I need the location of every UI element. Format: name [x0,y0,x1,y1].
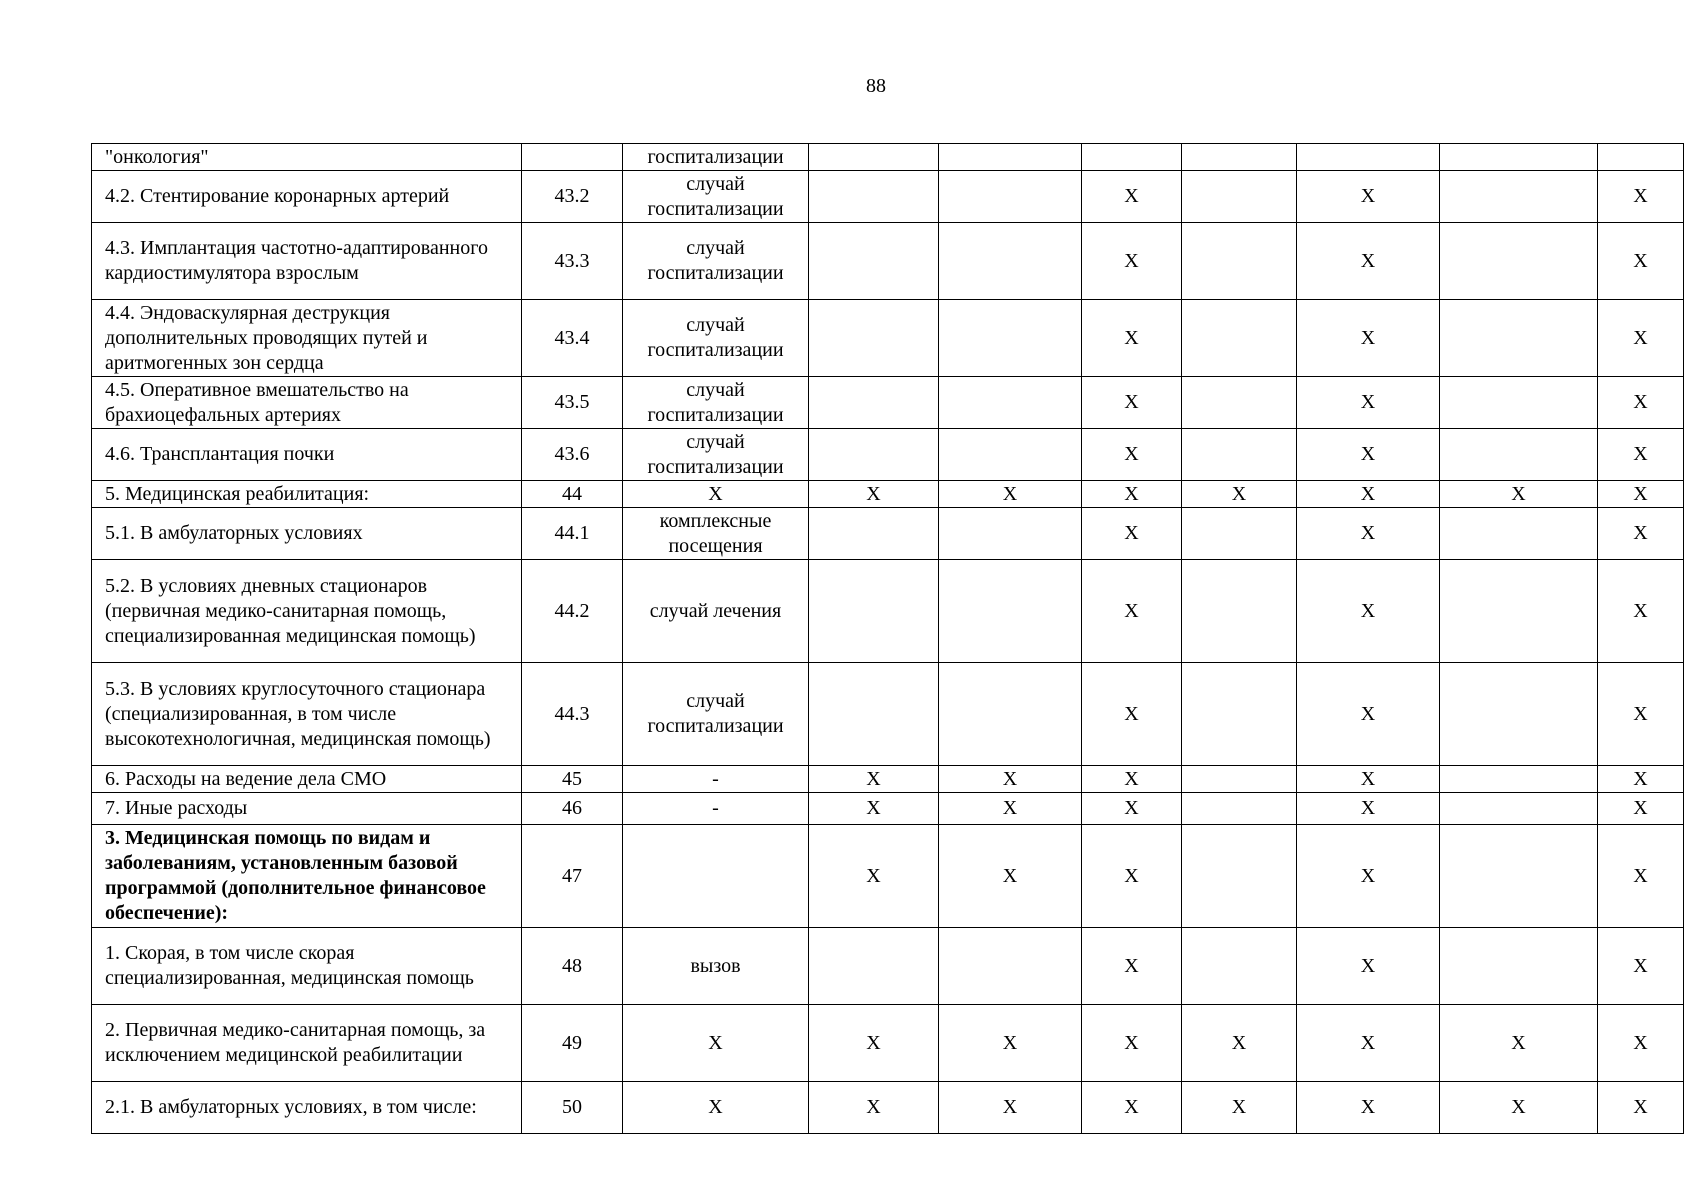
value-cell-col-1: X [809,793,939,825]
row-unit-cell: случай госпитализации [623,171,809,223]
value-cell-col-4 [1182,928,1297,1005]
value-cell-col-6 [1440,377,1598,429]
value-cell-col-6: X [1440,1082,1598,1134]
value-cell-col-6: X [1440,1005,1598,1082]
row-name-cell: 4.4. Эндоваскулярная деструкция дополнительных проводящих путей и аритмогенных зон сердца [92,300,522,377]
value-cell-col-6 [1440,825,1598,928]
value-cell-col-5 [1297,144,1440,171]
value-cell-col-2: X [939,766,1082,793]
value-cell-col-5: X [1297,377,1440,429]
table-row [92,825,1684,928]
value-cell-col-3: X [1082,928,1182,1005]
row-name-cell: 5.1. В амбулаторных условиях [92,508,522,560]
value-cell-col-7: X [1598,793,1684,825]
value-cell-col-5: X [1297,300,1440,377]
value-cell-col-3: X [1082,1082,1182,1134]
value-cell-col-6 [1440,223,1598,300]
value-cell-col-1 [809,928,939,1005]
value-cell-col-7: X [1598,481,1684,508]
value-cell-col-7: X [1598,766,1684,793]
value-cell-col-6 [1440,663,1598,766]
row-unit-cell: вызов [623,928,809,1005]
value-cell-col-1: X [809,1005,939,1082]
value-cell-col-4 [1182,223,1297,300]
value-cell-col-4 [1182,144,1297,171]
value-cell-col-5: X [1297,1005,1440,1082]
value-cell-col-4 [1182,560,1297,663]
value-cell-col-5: X [1297,171,1440,223]
value-cell-col-5: X [1297,481,1440,508]
table-row [92,171,1684,223]
value-cell-col-6 [1440,171,1598,223]
value-cell-col-3: X [1082,223,1182,300]
value-cell-col-1 [809,300,939,377]
value-cell-col-3: X [1082,766,1182,793]
row-unit-cell: случай госпитализации [623,429,809,481]
value-cell-col-7: X [1598,171,1684,223]
table-body [92,144,1684,1134]
table-row [92,1005,1684,1082]
value-cell-col-4: X [1182,481,1297,508]
value-cell-col-2 [939,223,1082,300]
row-unit-cell: случай госпитализации [623,377,809,429]
value-cell-col-6 [1440,300,1598,377]
value-cell-col-7: X [1598,223,1684,300]
value-cell-col-1 [809,429,939,481]
value-cell-col-6 [1440,508,1598,560]
row-name-cell: 4.3. Имплантация частотно-адаптированного кардиостимулятора взрослым [92,223,522,300]
row-unit-cell: X [623,481,809,508]
value-cell-col-1 [809,171,939,223]
table-row [92,223,1684,300]
row-name-cell: 4.2. Стентирование коронарных артерий [92,171,522,223]
value-cell-col-4: X [1182,1082,1297,1134]
value-cell-col-7: X [1598,560,1684,663]
value-cell-col-2 [939,377,1082,429]
row-code-cell: 43.2 [522,171,623,223]
value-cell-col-7 [1598,144,1684,171]
value-cell-col-2: X [939,825,1082,928]
row-name-cell: 2.1. В амбулаторных условиях, в том числе: [92,1082,522,1134]
value-cell-col-5: X [1297,928,1440,1005]
row-code-cell: 47 [522,825,623,928]
value-cell-col-5: X [1297,793,1440,825]
table-row [92,663,1684,766]
row-unit-cell: случай лечения [623,560,809,663]
row-name-cell: 4.6. Трансплантация почки [92,429,522,481]
value-cell-col-5: X [1297,825,1440,928]
value-cell-col-2: X [939,1005,1082,1082]
value-cell-col-6 [1440,928,1598,1005]
row-name-cell: 5.3. В условиях круглосуточного стационара (специализированная, в том числе высокотехнологичная, медицинская помощь) [92,663,522,766]
row-code-cell: 43.6 [522,429,623,481]
value-cell-col-4 [1182,766,1297,793]
row-unit-cell: комплексные посещения [623,508,809,560]
table-row [92,560,1684,663]
table-row [92,377,1684,429]
row-unit-cell: случай госпитализации [623,663,809,766]
value-cell-col-7: X [1598,1082,1684,1134]
value-cell-col-3: X [1082,508,1182,560]
value-cell-col-5: X [1297,1082,1440,1134]
value-cell-col-4 [1182,793,1297,825]
row-code-cell: 46 [522,793,623,825]
table-row [92,766,1684,793]
value-cell-col-2 [939,508,1082,560]
row-name-cell: 5. Медицинская реабилитация: [92,481,522,508]
value-cell-col-2 [939,560,1082,663]
row-unit-cell: случай госпитализации [623,223,809,300]
table-row [92,1082,1684,1134]
value-cell-col-2 [939,171,1082,223]
row-code-cell: 49 [522,1005,623,1082]
row-name-cell: 1. Скорая, в том числе скорая специализированная, медицинская помощь [92,928,522,1005]
value-cell-col-4 [1182,171,1297,223]
value-cell-col-2 [939,928,1082,1005]
value-cell-col-4 [1182,300,1297,377]
value-cell-col-7: X [1598,663,1684,766]
row-unit-cell [623,825,809,928]
value-cell-col-7: X [1598,508,1684,560]
table-row [92,300,1684,377]
row-code-cell: 43.4 [522,300,623,377]
value-cell-col-3: X [1082,825,1182,928]
table-row [92,144,1684,171]
value-cell-col-2: X [939,793,1082,825]
value-cell-col-7: X [1598,377,1684,429]
value-cell-col-3: X [1082,300,1182,377]
value-cell-col-6 [1440,560,1598,663]
value-cell-col-6 [1440,429,1598,481]
value-cell-col-7: X [1598,1005,1684,1082]
value-cell-col-5: X [1297,429,1440,481]
value-cell-col-4 [1182,663,1297,766]
value-cell-col-3: X [1082,1005,1182,1082]
value-cell-col-2: X [939,1082,1082,1134]
program-cost-table [91,143,1684,1134]
row-name-cell: "онкология" [92,144,522,171]
value-cell-col-1: X [809,481,939,508]
table-row [92,481,1684,508]
value-cell-col-3: X [1082,429,1182,481]
value-cell-col-1: X [809,825,939,928]
value-cell-col-4 [1182,508,1297,560]
value-cell-col-4 [1182,825,1297,928]
value-cell-col-4 [1182,377,1297,429]
row-unit-cell: - [623,793,809,825]
value-cell-col-3: X [1082,793,1182,825]
row-code-cell: 44.2 [522,560,623,663]
value-cell-col-6 [1440,144,1598,171]
row-name-cell: 2. Первичная медико-санитарная помощь, за исключением медицинской реабилитации [92,1005,522,1082]
table-row [92,508,1684,560]
value-cell-col-1 [809,377,939,429]
value-cell-col-6 [1440,793,1598,825]
value-cell-col-2 [939,300,1082,377]
row-unit-cell: госпитализации [623,144,809,171]
page-number: 88 [866,75,886,97]
value-cell-col-3: X [1082,481,1182,508]
value-cell-col-1: X [809,1082,939,1134]
value-cell-col-1 [809,508,939,560]
value-cell-col-2 [939,144,1082,171]
value-cell-col-4 [1182,429,1297,481]
row-code-cell: 44.1 [522,508,623,560]
value-cell-col-3: X [1082,377,1182,429]
value-cell-col-2: X [939,481,1082,508]
value-cell-col-1 [809,144,939,171]
value-cell-col-1 [809,223,939,300]
row-name-cell: 4.5. Оперативное вмешательство на брахиоцефальных артериях [92,377,522,429]
value-cell-col-5: X [1297,223,1440,300]
row-name-cell: 6. Расходы на ведение дела СМО [92,766,522,793]
row-name-cell: 5.2. В условиях дневных стационаров (первичная медико-санитарная помощь, специализированная медицинская помощь) [92,560,522,663]
value-cell-col-1: X [809,766,939,793]
table-row [92,928,1684,1005]
value-cell-col-5: X [1297,766,1440,793]
value-cell-col-3: X [1082,560,1182,663]
table-row [92,793,1684,825]
value-cell-col-1 [809,663,939,766]
value-cell-col-6: X [1440,481,1598,508]
row-code-cell: 44 [522,481,623,508]
value-cell-col-1 [809,560,939,663]
row-code-cell: 50 [522,1082,623,1134]
row-unit-cell: X [623,1082,809,1134]
table-row [92,429,1684,481]
row-name-cell: 7. Иные расходы [92,793,522,825]
value-cell-col-5: X [1297,508,1440,560]
value-cell-col-4: X [1182,1005,1297,1082]
row-code-cell: 45 [522,766,623,793]
row-unit-cell: - [623,766,809,793]
row-code-cell [522,144,623,171]
value-cell-col-5: X [1297,560,1440,663]
row-name-cell: 3. Медицинская помощь по видам и заболеваниям, установленным базовой программой (дополнительное финансовое обеспечение): [92,825,522,928]
value-cell-col-7: X [1598,429,1684,481]
value-cell-col-2 [939,429,1082,481]
value-cell-col-3: X [1082,663,1182,766]
value-cell-col-7: X [1598,928,1684,1005]
row-code-cell: 43.5 [522,377,623,429]
value-cell-col-7: X [1598,825,1684,928]
value-cell-col-7: X [1598,300,1684,377]
value-cell-col-2 [939,663,1082,766]
row-code-cell: 44.3 [522,663,623,766]
value-cell-col-6 [1440,766,1598,793]
value-cell-col-5: X [1297,663,1440,766]
value-cell-col-3 [1082,144,1182,171]
value-cell-col-3: X [1082,171,1182,223]
row-code-cell: 43.3 [522,223,623,300]
row-unit-cell: X [623,1005,809,1082]
row-code-cell: 48 [522,928,623,1005]
row-unit-cell: случай госпитализации [623,300,809,377]
